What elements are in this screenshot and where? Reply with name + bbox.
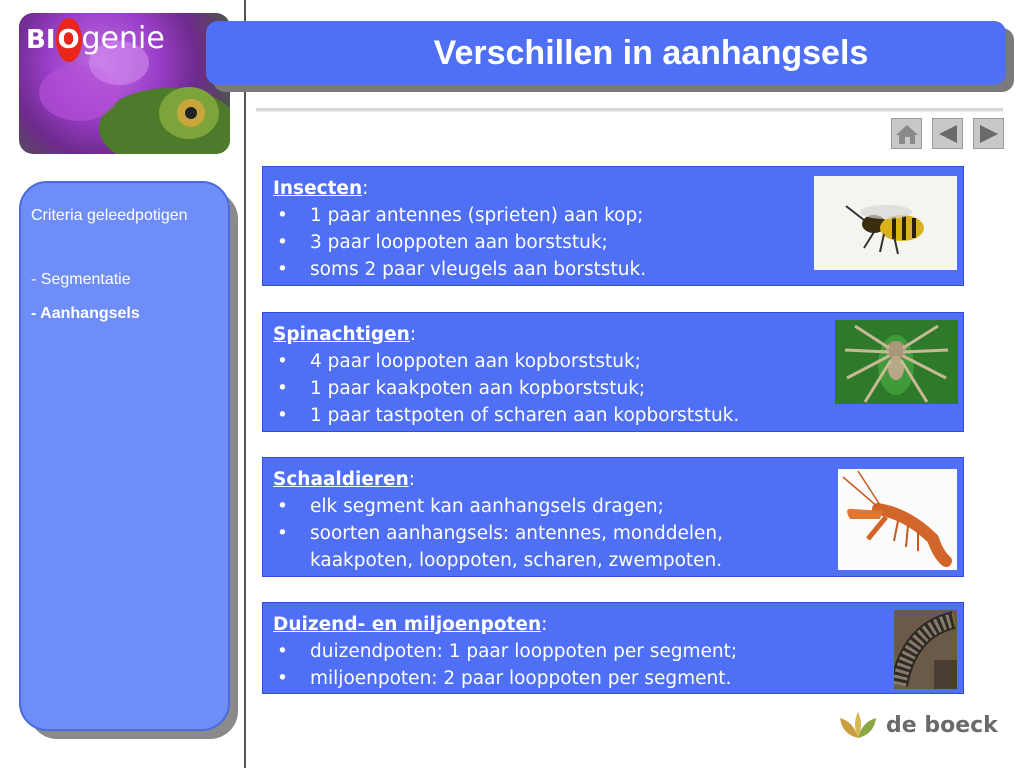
bullet-text: 3 paar looppoten aan borststuk; [310, 232, 608, 253]
leaf-icon [838, 710, 878, 740]
list-item [273, 493, 723, 520]
section-schaaldieren [262, 457, 964, 577]
spider-image [835, 320, 958, 404]
publisher-name: de boeck [886, 712, 998, 738]
bullet-text: kaakpoten, looppoten, scharen, zwempoten. [310, 550, 723, 571]
bullet-text: duizendpoten: 1 paar looppoten per segment; [310, 641, 738, 662]
list-item [273, 520, 723, 547]
sidebar-item-aanhangsels[interactable]: - Aanhangsels [31, 305, 140, 322]
de-boeck-logo [838, 710, 998, 740]
bullet-spacer [273, 547, 310, 574]
bullet: • [277, 496, 288, 517]
section-duizend-miljoenpoten [262, 602, 964, 694]
bullet: • [277, 405, 288, 426]
millipede-image [894, 610, 957, 689]
logo-wordmark: BIOgenie [26, 17, 165, 62]
bullet-text: 1 paar tastpoten of scharen aan kopborststuk. [310, 405, 740, 426]
section-heading: Schaaldieren [273, 469, 409, 490]
bullet-text: 1 paar kaakpoten aan kopborststuk; [310, 378, 646, 399]
page-title: Verschillen in aanhangsels [433, 33, 869, 72]
list-item [273, 256, 646, 283]
bullet: • [277, 641, 288, 662]
sidebar-item-criteria[interactable]: Criteria geleedpotigen [31, 207, 188, 224]
bullet-text: soms 2 paar vleugels aan borststuk. [310, 259, 647, 280]
home-button[interactable] [891, 118, 922, 149]
bullet: • [277, 232, 288, 253]
section-text [273, 175, 646, 283]
list-item [273, 348, 739, 375]
sidebar [19, 181, 230, 731]
triangle-right-icon [978, 123, 1000, 145]
bullet-text: miljoenpoten: 2 paar looppoten per segment. [310, 668, 732, 689]
section-heading: Spinachtigen [273, 324, 410, 345]
triangle-left-icon [937, 123, 959, 145]
list-item [273, 402, 739, 429]
bullet-text: soorten aanhangsels: antennes, monddelen, [310, 523, 723, 544]
heading-colon: : [409, 324, 417, 345]
list-item [273, 665, 737, 692]
list-item [273, 375, 739, 402]
section-text [273, 466, 723, 574]
home-icon [895, 123, 919, 145]
bullet: • [277, 205, 288, 226]
list-item [273, 202, 646, 229]
bullet: • [277, 668, 288, 689]
bullet: • [277, 351, 288, 372]
bullet-text: 4 paar looppoten aan kopborststuk; [310, 351, 641, 372]
section-heading: Duizend- en miljoenpoten [273, 614, 542, 635]
section-spinachtigen [262, 312, 964, 432]
section-insecten [262, 166, 964, 286]
sidebar-item-segmentatie[interactable]: - Segmentatie [31, 271, 131, 288]
bullet: • [277, 378, 288, 399]
list-item [273, 229, 646, 256]
bullet: • [277, 523, 288, 544]
crayfish-image [838, 469, 957, 570]
list-item [273, 638, 737, 665]
biogenie-logo [19, 13, 230, 154]
bullet: • [277, 259, 288, 280]
bullet-text: 1 paar antennes (sprieten) aan kop; [310, 205, 644, 226]
bullet-text: elk segment kan aanhangsels dragen; [310, 496, 664, 517]
forward-button[interactable] [973, 118, 1004, 149]
heading-colon: : [541, 614, 548, 635]
section-text [273, 321, 739, 429]
heading-colon: : [408, 469, 415, 490]
list-item [273, 547, 723, 574]
horizontal-rule [256, 108, 1003, 112]
section-text [273, 611, 737, 692]
wasp-image [814, 176, 957, 270]
back-button[interactable] [932, 118, 963, 149]
vertical-divider [244, 0, 246, 768]
title-banner [206, 21, 1006, 85]
section-heading: Insecten [273, 178, 363, 199]
heading-colon: : [362, 178, 369, 199]
